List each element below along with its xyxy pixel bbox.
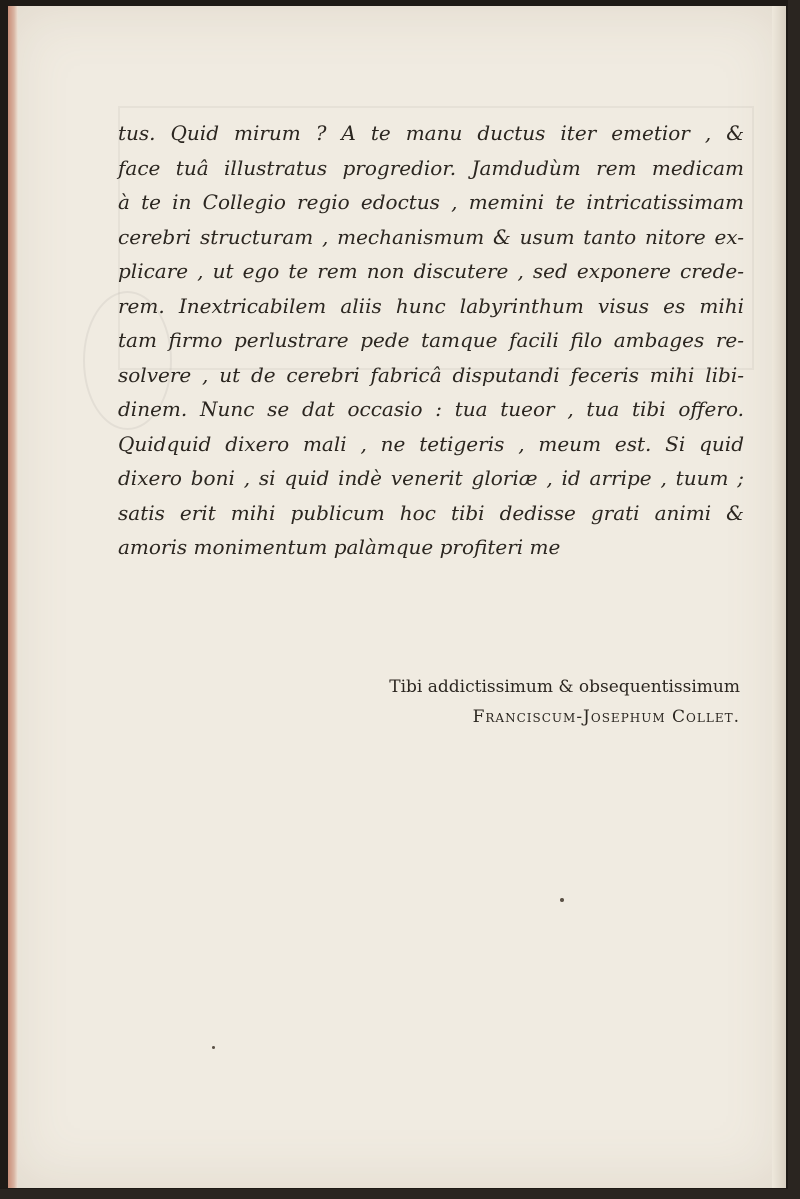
scan-bottom-edge [0, 1189, 800, 1199]
page-edge-right [772, 6, 786, 1188]
paragraph-line: dixero boni , si quid indè venerit gloriæ , id arripe , tuum ; [118, 466, 744, 490]
signature-name: Franciscum-Josephum Collet. [472, 707, 740, 727]
dedication-paragraph [118, 116, 744, 565]
binding-edge [788, 0, 800, 1199]
paragraph-line: face tuâ illustratus progredior. Jamdudùm rem medicam [118, 155, 744, 180]
paragraph-line: amoris monimentum palàmque profiteri me [118, 535, 561, 559]
signature-closing: Tibi addictissimum & obsequentissimum [389, 677, 740, 697]
paragraph-line: dinem. Nunc se dat occasio : tua tueor , tua tibi offero. [118, 397, 744, 421]
paragraph-line: plicare , ut ego te rem non discutere , sed exponere crede- [118, 259, 744, 283]
paragraph-line: à te in Collegio regio edoctus , memini te intricatissimam [118, 190, 744, 214]
page-edge-left [8, 6, 18, 1188]
ink-speck [560, 898, 564, 902]
paragraph-line: tus. Quid mirum ? A te manu ductus iter emetior , & [118, 121, 744, 145]
ink-speck [212, 1046, 215, 1049]
signature-block [389, 672, 740, 732]
paragraph-line: tam firmo perlustrare pede tamque facili filo ambages re- [118, 328, 744, 352]
paragraph-line: rem. Inextricabilem aliis hunc labyrinthum visus es mihi [118, 293, 744, 318]
paragraph-line: satis erit mihi publicum hoc tibi dedisse grati animi & [118, 500, 744, 525]
paragraph-line: cerebri structuram , mechanismum & usum tanto nitore ex- [118, 224, 744, 249]
paragraph-line: Quidquid dixero mali , ne tetigeris , meum est. Si quid [118, 431, 744, 456]
paragraph-line: solvere , ut de cerebri fabricâ disputandi feceris mihi libi- [118, 362, 744, 387]
